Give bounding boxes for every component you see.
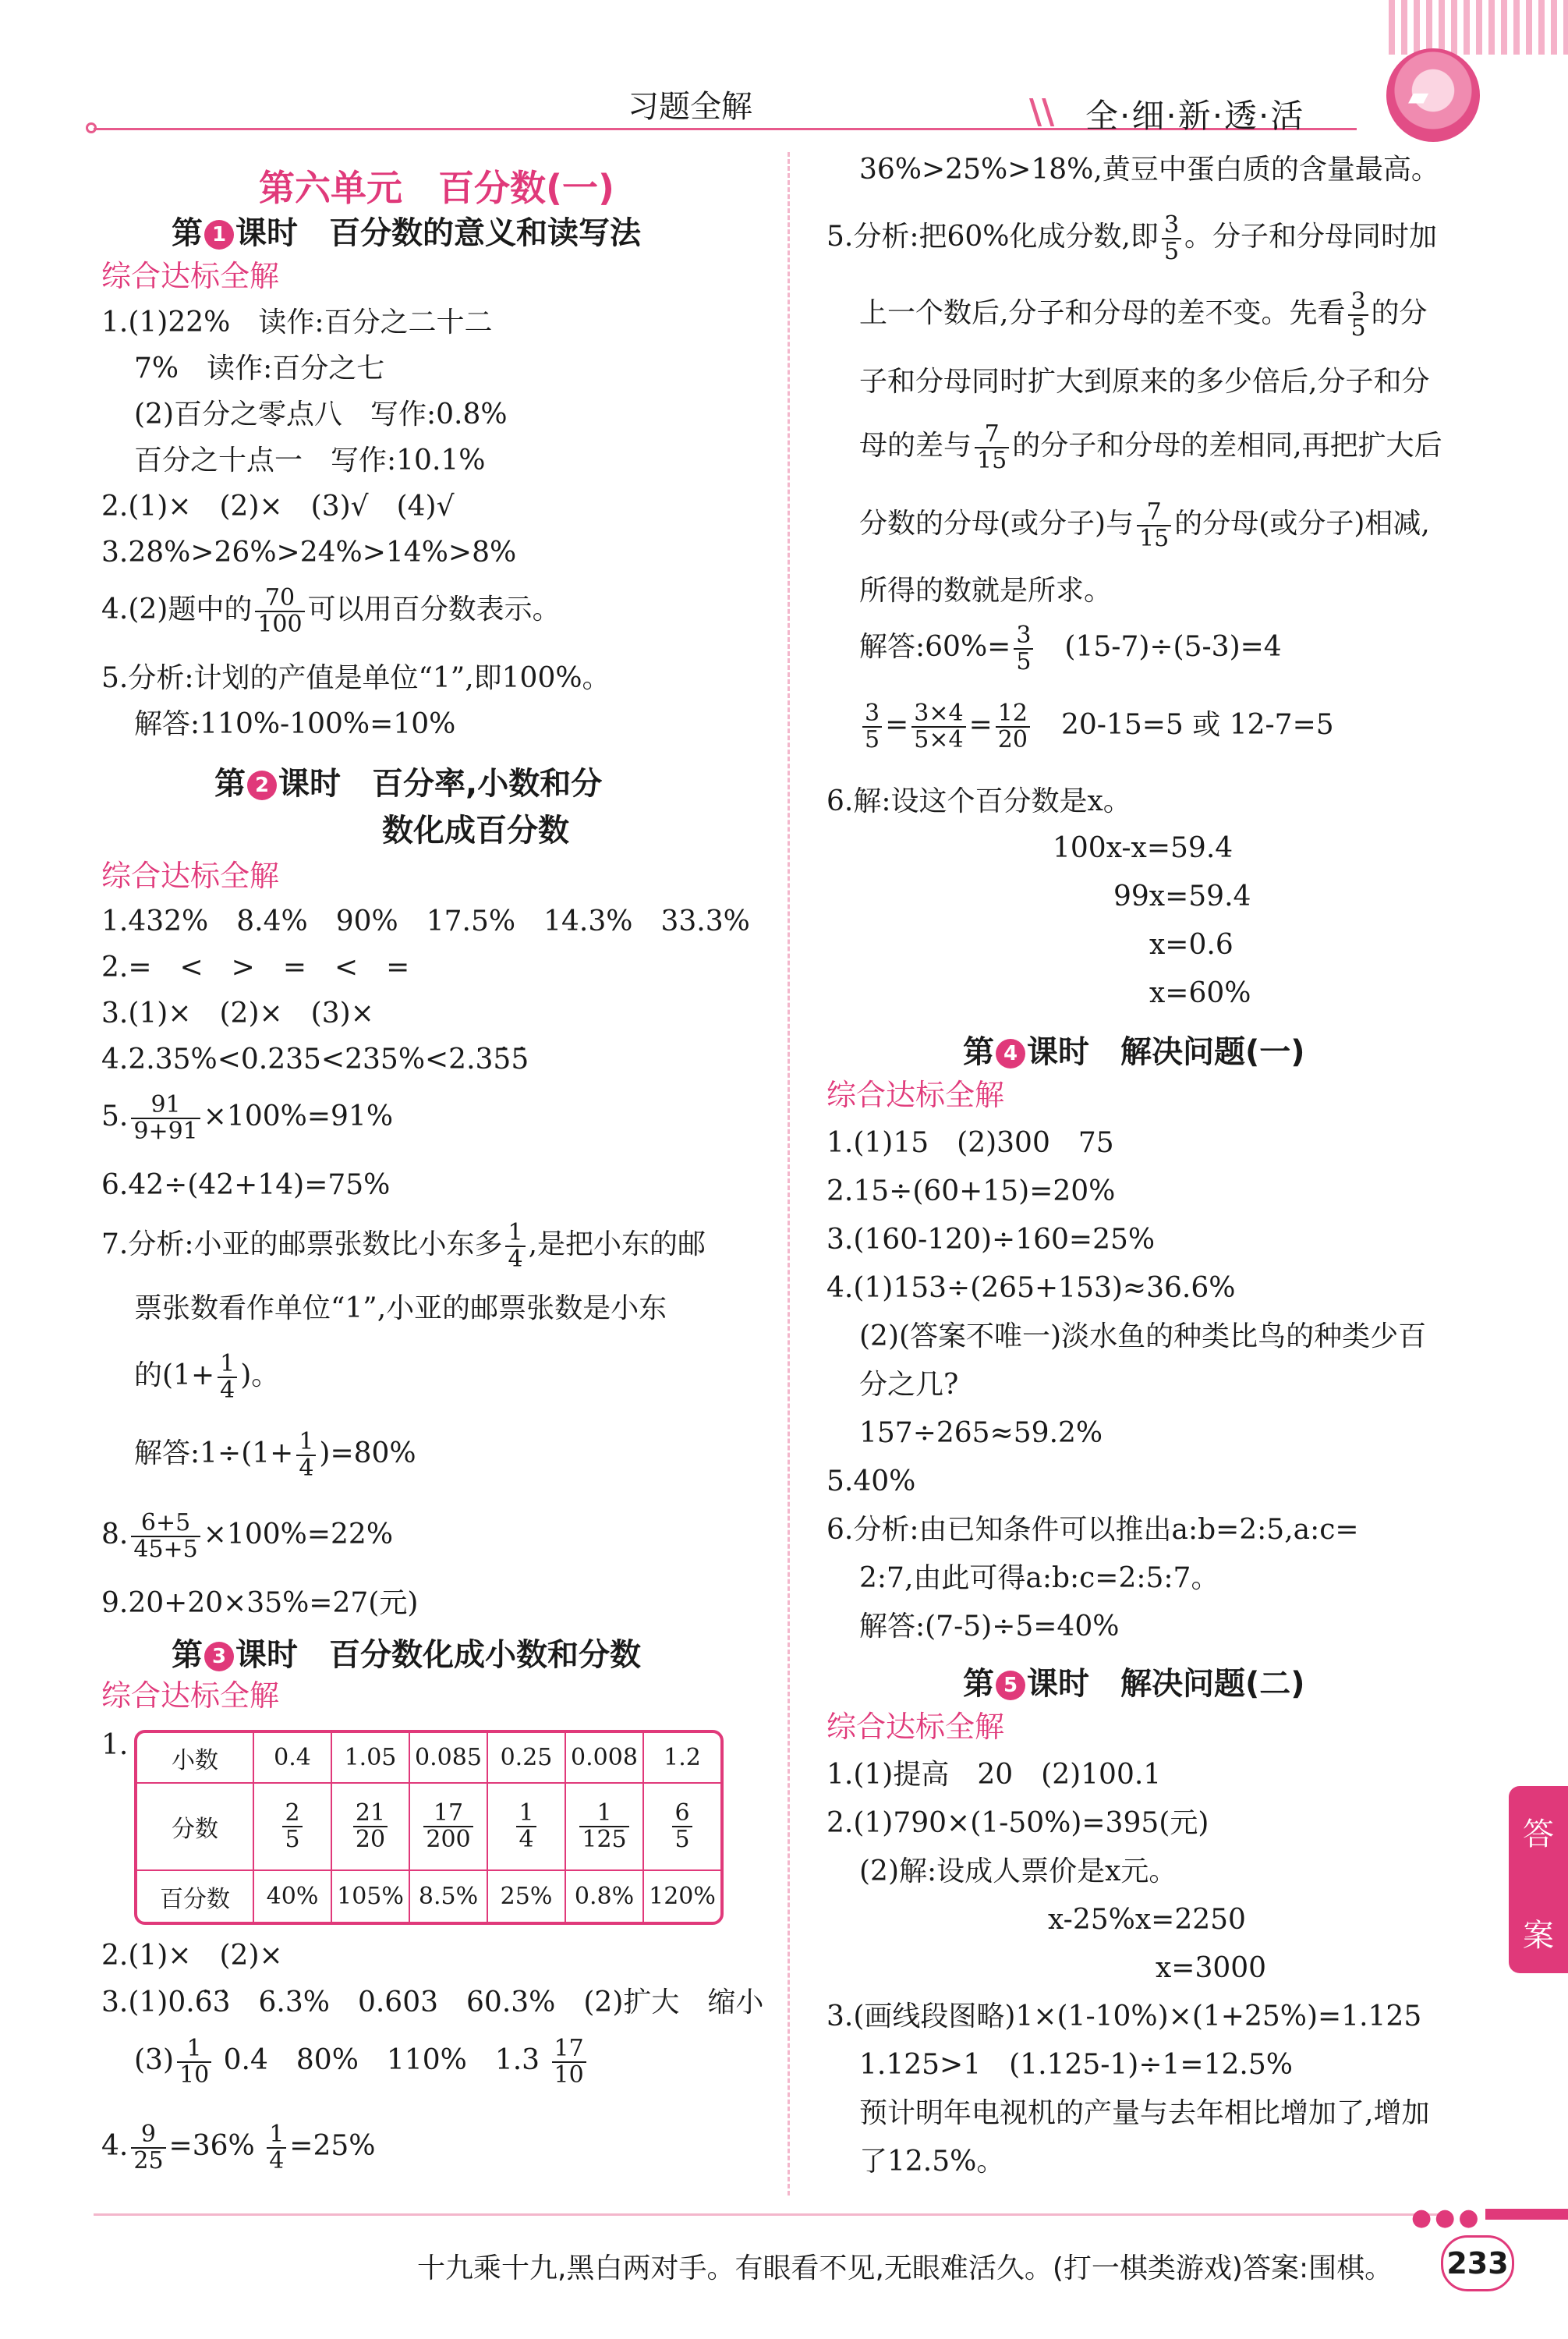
table-cell: 120% (643, 1870, 720, 1922)
answer-line: 子和分母同时扩大到原来的多少倍后,分子和分 (859, 366, 1430, 398)
answer-line: 3.(1)× (2)× (3)× (101, 998, 374, 1030)
answer-line: 解答:1÷(1+ $\frac{1}{4}$ )=80% (134, 1428, 416, 1482)
answer-line: 2.15÷(60+15)=20% (826, 1175, 1116, 1207)
answer-line: 1.432% 8.4% 90% 17.5% 14.3% 33.3% (101, 905, 750, 937)
table-cell: 25% (487, 1870, 565, 1922)
table-cell: 0.25 (487, 1733, 565, 1783)
answer-line: 2.= < > = < = (101, 952, 410, 983)
table-cell: 1.2 (643, 1733, 720, 1783)
equation-line: x=0.6 (1149, 929, 1234, 961)
fraction: $\frac{7}{15}$ (1137, 500, 1171, 551)
lesson-number-badge: 5 (996, 1671, 1025, 1700)
section-heading: 综合达标全解 (826, 1078, 1005, 1112)
fraction: $\frac{6+5}{45+5}$ (131, 1511, 200, 1562)
answer-line: 2:7,由此可得a:b:c=2:5:7。 (859, 1562, 1219, 1594)
fraction: $\frac{70}{100}$ (255, 586, 304, 637)
table-row (137, 1870, 720, 1922)
answer-line: 2.(1)× (2)× (3)√ (4)√ (101, 491, 455, 523)
answer-line: 1.125>1 (1.125-1)÷1=12.5% (859, 2049, 1293, 2081)
answer-line: 4.(1)153÷(265+153)≈36.6% (826, 1272, 1236, 1304)
answer-line: 上一个数后,分子和分母的差不变。先看 $\frac{3}{5}$ 的分 (859, 288, 1428, 342)
table-cell: 0.8% (565, 1870, 643, 1922)
footer-rule (94, 2213, 1442, 2216)
footer-dots: ●●● (1411, 2204, 1482, 2231)
table-cell: $\frac{6}{5}$ (643, 1783, 720, 1870)
answer-line: 6.42÷(42+14)=75% (101, 1169, 391, 1201)
answer-line: 6.解:设这个百分数是x。 (826, 785, 1131, 817)
answer-line: 157÷265≈59.2% (859, 1417, 1103, 1449)
lesson-number-badge: 2 (247, 771, 277, 800)
table-row (137, 1783, 720, 1870)
answer-line: 5. $\frac{91}{9+91}$ ×100%=91% (101, 1091, 394, 1145)
header-slogan: 全·细·新·透·活 (1085, 97, 1305, 135)
equation-line: x-25%x=2250 (1048, 1904, 1246, 1936)
table-cell: $\frac{17}{200}$ (409, 1783, 487, 1870)
equation-line: x=3000 (1156, 1952, 1267, 1984)
fraction: $\frac{17}{10}$ (552, 2036, 586, 2088)
answer-line: (3) $\frac{1}{10}$ 0.4 80% 110% 1.3 $\frac{17}{10}$ (134, 2036, 589, 2088)
header-decoration (1389, 0, 1568, 55)
fraction: $\frac{1}{4}$ (218, 1352, 237, 1403)
answer-line: 的(1+ $\frac{1}{4}$ )。 (134, 1350, 280, 1404)
table-cell: 40% (253, 1870, 331, 1922)
page-number: 233 (1441, 2235, 1514, 2291)
answer-line: 5.40% (826, 1465, 916, 1497)
equation-line: 100x-x=59.4 (1053, 832, 1234, 864)
fraction: $\frac{3}{5}$ (1348, 289, 1368, 341)
unit-title: 第六单元 百分数(一) (258, 167, 615, 209)
answer-line: 6.分析:由已知条件可以推出a:b=2:5,a:c= (826, 1514, 1359, 1546)
answer-line: 2.(1)790×(1-50%)=395(元) (826, 1807, 1209, 1839)
answer-line: 4.(2)题中的 $\frac{70}{100}$ 可以用百分数表示。 (101, 584, 561, 638)
fraction: $\frac{1}{4}$ (267, 2122, 286, 2174)
fraction: $\frac{9}{25}$ (131, 2122, 165, 2174)
section-heading: 综合达标全解 (101, 259, 280, 293)
answer-line: 3.(画线段图略)1×(1-10%)×(1+25%)=1.125 (826, 2001, 1422, 2032)
table-cell: $\frac{1}{4}$ (487, 1783, 565, 1870)
answer-line: 3.(1)0.6̇3̇ 6.3% 0.603 60.3% (2)扩大 缩小 (101, 1986, 764, 2018)
fraction: $\frac{1}{10}$ (177, 2036, 211, 2088)
answer-line: 解答:60%= $\frac{3}{5}$ (15-7)÷(5-3)=4 (859, 622, 1282, 675)
fraction: $\frac{1}{4}$ (505, 1221, 525, 1272)
answer-side-tab: 答 案 (1509, 1786, 1568, 1973)
lesson-3-title: 第 3 课时 百分数化成小数和分数 (172, 1637, 641, 1673)
section-heading: 综合达标全解 (101, 1678, 280, 1713)
answer-line: 了12.5%。 (859, 2146, 1005, 2178)
answer-line: 1.(1)22% 读作:百分之二十二 (101, 307, 493, 338)
table-cell: 1.05 (331, 1733, 409, 1783)
footer-bar (1485, 2209, 1568, 2220)
fraction: $\frac{3}{5}$ (1014, 623, 1033, 675)
table-cell: 8.5% (409, 1870, 487, 1922)
table-cell: 0.008 (565, 1733, 643, 1783)
table-row (137, 1733, 720, 1783)
answer-line: 9.20+20×35%=27(元) (101, 1587, 419, 1619)
fraction: $\frac{12}{20}$ (996, 701, 1030, 753)
answer-line: 解答:110%-100%=10% (134, 708, 456, 740)
answer-line: 1.(1)提高 20 (2)100.1 (826, 1759, 1162, 1791)
answer-line: 解答:(7-5)÷5=40% (859, 1611, 1120, 1643)
answer-line: 百分之十点一 写作:10.1% (134, 445, 486, 477)
answer-line: 所得的数就是所求。 (859, 575, 1113, 607)
lesson-2-title: 第 2 课时 百分率,小数和分 (214, 766, 603, 802)
answer-line: 票张数看作单位“1”,小亚的邮票张数是小东 (134, 1292, 667, 1324)
conversion-table (134, 1730, 724, 1925)
table-cell: 105% (331, 1870, 409, 1922)
table-cell: $\frac{1}{125}$ (565, 1783, 643, 1870)
answer-line: 预计明年电视机的产量与去年相比增加了,增加 (859, 2097, 1430, 2129)
answer-line: 2.(1)× (2)× (101, 1940, 283, 1972)
fraction: $\frac{3}{5}$ (1162, 213, 1181, 264)
table-cell: 0.085 (409, 1733, 487, 1783)
answer-line: (2)百分之零点八 写作:0.8% (134, 399, 508, 431)
column-divider (788, 152, 790, 2195)
lesson-number-badge: 4 (996, 1039, 1025, 1068)
table-cell: 0.4 (253, 1733, 331, 1783)
answer-line: 7.分析:小亚的邮票张数比小东多 $\frac{1}{4}$ ,是把小东的邮 (101, 1219, 706, 1273)
answer-line: 4.2.35%<0.235<235%<2.35̇5̇ (101, 1044, 529, 1076)
footer-riddle: 十九乘十九,黑白两对手。有眼看不见,无眼难活久。(打一棋类游戏)答案:围棋。 (417, 2252, 1393, 2284)
answer-line: 分数的分母(或分子)与 $\frac{7}{15}$ 的分母(或分子)相减, (859, 498, 1430, 552)
answer-line: 1.(1)15 (2)300 75 (826, 1127, 1114, 1159)
fraction: $\frac{3\times 4}{5\times 4}$ (911, 701, 965, 753)
fraction: $\frac{1}{4}$ (296, 1430, 316, 1481)
lesson-number-badge: 1 (204, 220, 234, 250)
lesson-1-title: 第 1 课时 百分数的意义和读写法 (172, 215, 641, 251)
answer-line: 分之几? (859, 1369, 959, 1401)
answer-line: 4. $\frac{9}{25}$ =36% $\frac{1}{4}$ =25% (101, 2121, 376, 2174)
lesson-5-title: 第 5 课时 解决问题(二) (963, 1666, 1305, 1702)
section-heading: 综合达标全解 (826, 1710, 1005, 1744)
section-heading: 综合达标全解 (101, 859, 280, 893)
answer-line: (2)解:设成人票价是x元。 (859, 1855, 1177, 1887)
answer-line: 母的差与 $\frac{7}{15}$ 的分子和分母的差相同,再把扩大后 (859, 420, 1442, 474)
answer-line: 3.(160-120)÷160=25% (826, 1224, 1156, 1256)
table-label: 1. (101, 1729, 129, 1761)
equation-line: x=60% (1149, 977, 1251, 1009)
answer-line: 5.分析:把60%化成分数,即 $\frac{3}{5}$ 。分子和分母同时加 (826, 211, 1438, 265)
header-slash-mark: \\ (1029, 92, 1055, 132)
answer-line: 7% 读作:百分之七 (134, 353, 385, 385)
answer-line: 3.28%>26%>24%>14%>8% (101, 537, 517, 569)
fraction: $\frac{7}{15}$ (975, 422, 1009, 473)
answer-line: 8. $\frac{6+5}{45+5}$ ×100%=22% (101, 1509, 394, 1563)
answer-line: (2)(答案不唯一)淡水鱼的种类比鸟的种类少百 (859, 1320, 1427, 1352)
table-header-cell: 分数 (137, 1783, 253, 1870)
answer-line: $\frac{3}{5}$ = $\frac{3\times 4}{5\times 4}$ = $\frac{12}{20}$ 20-15=5 或 12-7=5 (859, 701, 1334, 753)
fraction: $\frac{91}{9+91}$ (131, 1093, 200, 1144)
table-cell: $\frac{21}{20}$ (331, 1783, 409, 1870)
equation-line: 99x=59.4 (1113, 881, 1251, 913)
header-title: 习题全解 (628, 89, 752, 125)
table-header-cell: 小数 (137, 1733, 253, 1783)
lesson-number-badge: 3 (204, 1642, 234, 1671)
fraction: $\frac{3}{5}$ (862, 701, 882, 753)
table-cell: $\frac{2}{5}$ (253, 1783, 331, 1870)
lesson-2-title-line2: 数化成百分数 (382, 813, 569, 849)
table-header-cell: 百分数 (137, 1870, 253, 1922)
lesson-4-title: 第 4 课时 解决问题(一) (963, 1034, 1305, 1070)
book-emblem-icon: ▰ (1386, 48, 1480, 142)
answer-line: 36%>25%>18%,黄豆中蛋白质的含量最高。 (859, 154, 1439, 186)
answer-line: 5.分析:计划的产值是单位“1”,即100%。 (101, 662, 611, 694)
